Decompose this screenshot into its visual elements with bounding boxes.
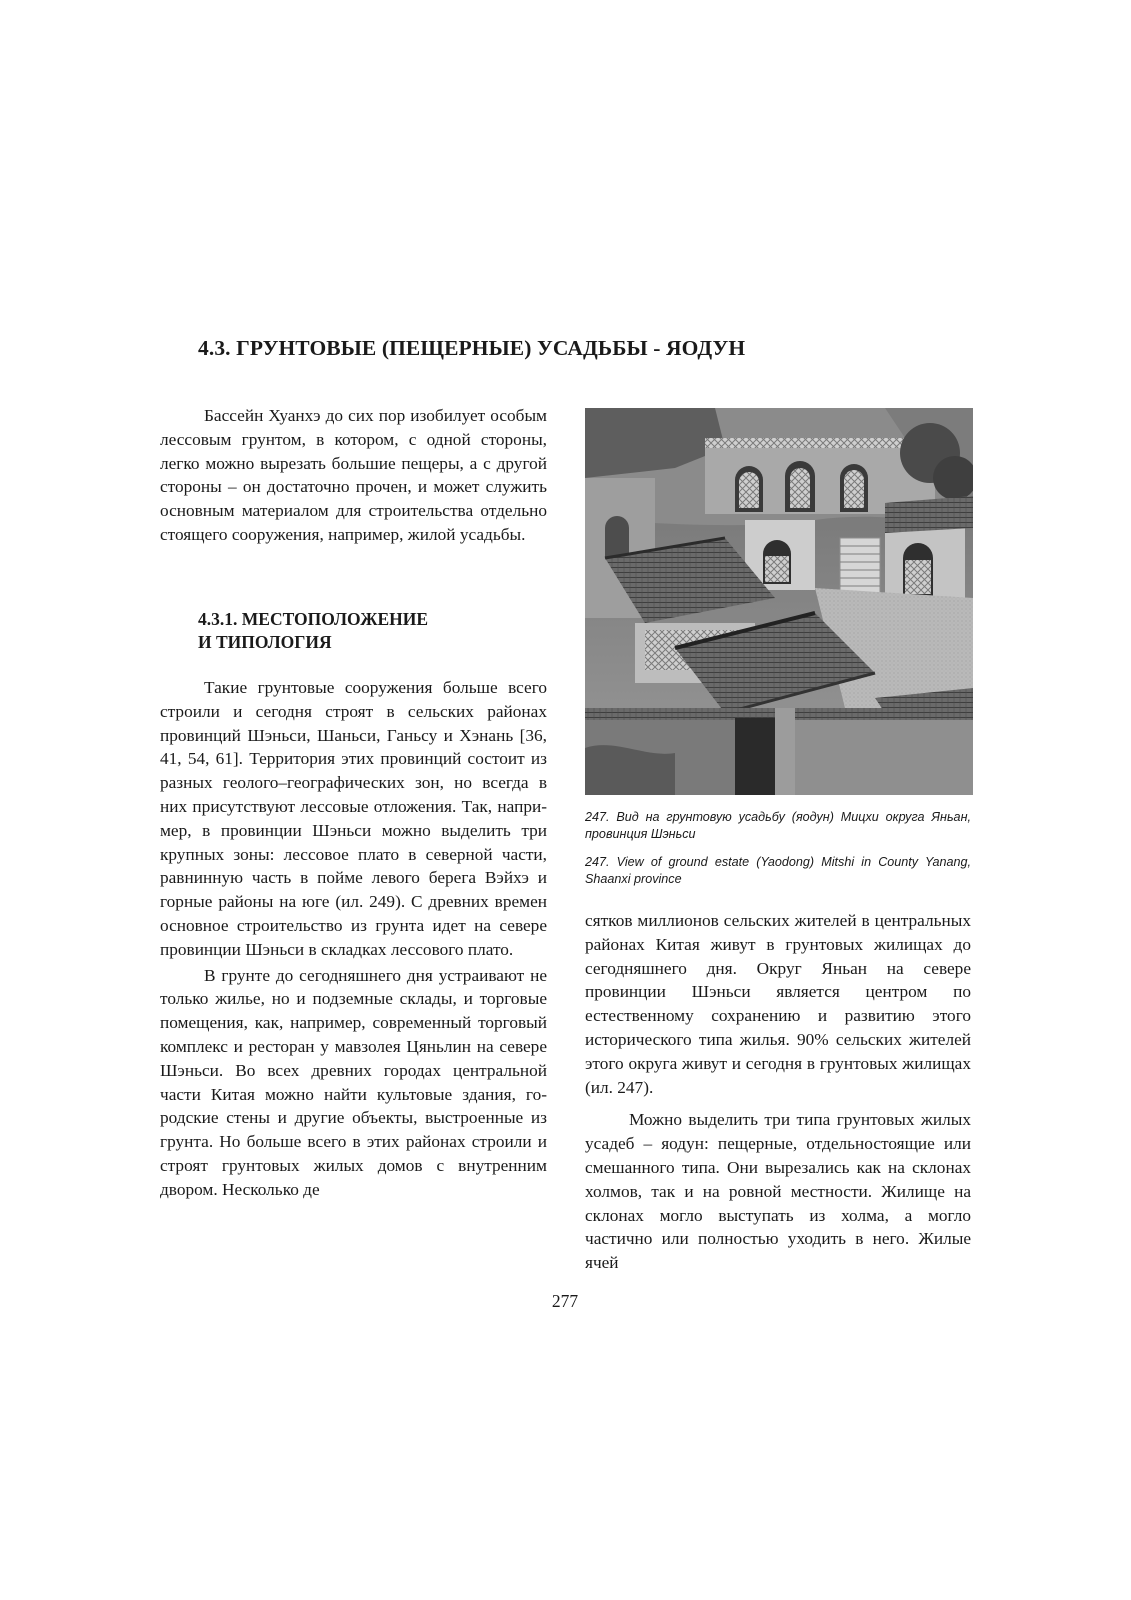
figure-caption-ru: 247. Вид на грунтовую усадьбу (яодун) Мицхи округа Яньан, провинция Шэньси: [585, 810, 971, 841]
subsection-title-line-2: И ТИПОЛОГИЯ: [198, 632, 332, 652]
body-paragraph: Можно выделить три типа грунтовых жилых усадеб – яодун: пещерные, отдельностоящие или смешанного типа. Они вырезались как на склонах холмов, так и на ровной местности. Жилище на склонах могло выступать из холма, а могло частично или полностью уходить в него. Жилые ячей: [585, 1110, 971, 1273]
body-paragraph: Такие грунтовые сооружения больше всего строили и сегодня строят в сельских районах провинций Шэньси, Шаньси, Ганьсу и Хэнань [36, 41, 54, 61]. Территория этих провинций состоит из разных геолого–географических зон, но всегда в них присутствуют лессовые отложения. Так, например, в провинции Шэньси можно выделить три крупных зоны: лессовое плато в северной части, равнинную часть в пойме левого берега Вэйхэ и горные районы на юге (ил. 249). С древних времен основное строительство из грунта идет на севере провинции Шэньси в складках лессового плато.: [160, 678, 547, 959]
subsection-title-line-1: 4.3.1. МЕСТОПОЛОЖЕНИЕ: [198, 609, 429, 629]
right-column-text: [585, 909, 971, 1275]
yaodong-estate-photo: [585, 408, 973, 795]
intro-paragraph: Бассейн Хуанхэ до сих пор изобилует особым лессовым грунтом, в котором, с одной стороны, легко можно вырезать большие пещеры, а с другой стороны – он достаточно прочен, и может служить основным материалом для строительства отдельно стоящего сооружения, например, жилой усадьбы.: [160, 406, 547, 544]
body-paragraph: В грунте до сегодняшнего дня устраивают не только жилье, но и подземные склады, и торговые помещения, как, например, современный торговый комплекс и ресторан у мавзолея Цяньлин на севере Шэньси. Во всех древних городах центральной части Китая можно найти культовые здания, городские стены и другие объекты, выстроенные из грунта. Но больше всего в этих районах строили и строят грунтовых жилых домов с внутренним двором. Несколько де: [160, 965, 547, 1199]
subsection-title: [198, 608, 558, 654]
figure-caption-en: 247. View of ground estate (Yaodong) Mitshi in County Yanang, Shaanxi province: [585, 855, 971, 886]
intro-text: [160, 404, 547, 547]
section-title: 4.3. ГРУНТОВЫЕ (ПЕЩЕРНЫЕ) УСАДЬБЫ - ЯОДУН: [198, 336, 746, 360]
photo-illustration: [585, 408, 973, 795]
body-paragraph: сятков миллионов сельских жителей в центральных районах Китая живут в грунтовых жилищах до сегодняшнего дня. Округ Яньан на севере провинции Шэньси является центром по естественному сохранению и развитию этого исторического типа жилья. 90% сельских жителей этого округа живут и сегодня в грунтовых жилищах (ил. 247).: [585, 911, 971, 1097]
page-number: 277: [551, 1291, 579, 1311]
left-column-text: [160, 676, 547, 1202]
